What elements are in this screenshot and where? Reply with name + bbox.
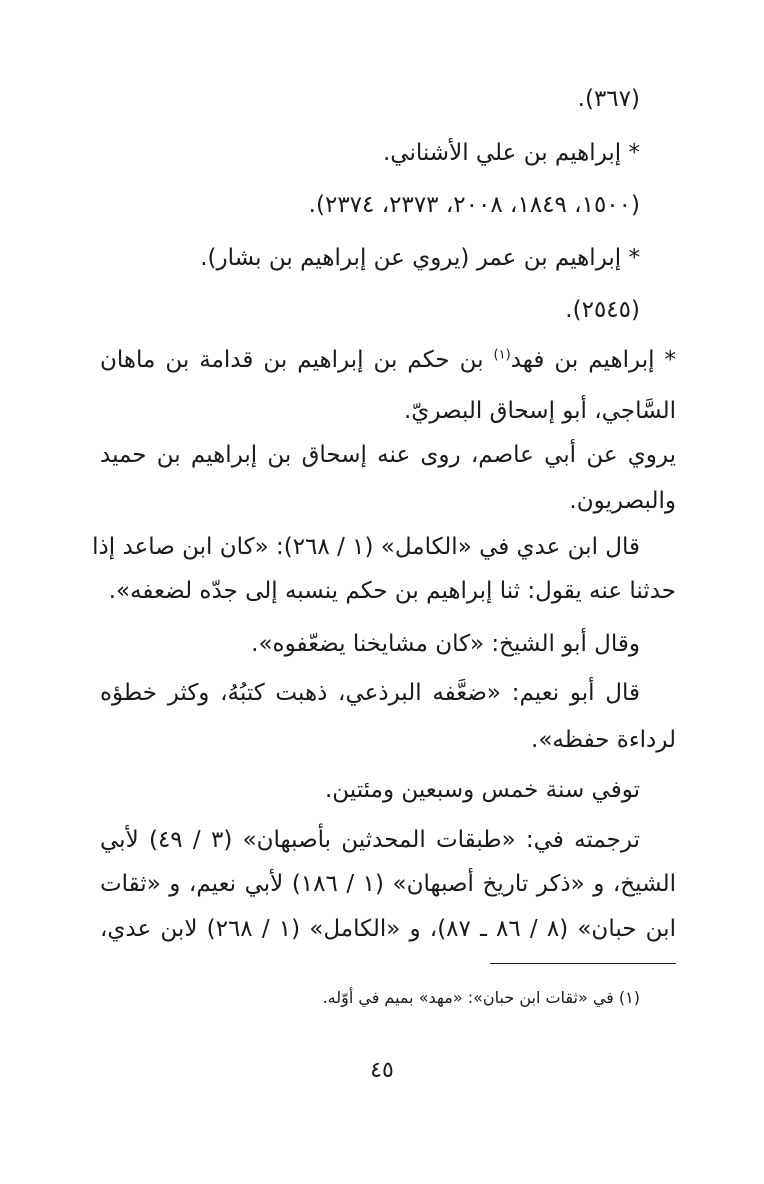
- text-line: لرداءة حفظه».: [531, 727, 676, 753]
- page-number: ٤٥: [370, 1058, 394, 1083]
- heading-part-2: بن حكم بن إبراهيم بن قدامة بن ماهان: [100, 347, 484, 373]
- heading-part-1: * إبراهيم بن فهد: [510, 347, 676, 373]
- text-line: ترجمته في: «طبقات المحدثين بأصبهان» (٣ / ٤٩) لأبي: [100, 827, 640, 853]
- entry-heading-ashnani: * إبراهيم بن علي الأشناني.: [382, 140, 640, 166]
- text-line: قال أبو نعيم: «ضعَّفه البرذعي، ذهبت كتبُهُ، وكثر خطؤه: [100, 680, 640, 706]
- text-line: قال ابن عدي في «الكامل» (١ / ٢٦٨): «كان ابن صاعد إذا: [92, 534, 640, 560]
- footnote-marker: (١): [493, 347, 511, 363]
- text-line: توفي سنة خمس وسبعين ومئتين.: [324, 777, 640, 803]
- text-line: حدثنا عنه يقول: ثنا إبراهيم بن حكم ينسبه إلى جدّه لضعفه».: [108, 578, 676, 604]
- entry-ref-2545: (٢٥٤٥).: [565, 297, 640, 323]
- entry-heading-ibn-fahd: [100, 347, 676, 375]
- footnote-separator: [490, 963, 676, 964]
- text-line: السَّاجي، أبو إسحاق البصريّ.: [404, 398, 676, 424]
- footnote-text: (١) في «ثقات ابن حبان»: «مهد» بميم في أوّله.: [322, 988, 640, 1007]
- text-line: والبصريون.: [569, 488, 676, 514]
- entry-heading-ibn-umar: * إبراهيم بن عمر (يروي عن إبراهيم بن بشار).: [200, 245, 640, 271]
- text-line: ابن حبان» (٨ / ٨٦ ـ ٨٧)، و «الكامل» (١ / ٢٦٨) لابن عدي،: [100, 916, 676, 942]
- entry-ref-367: (٣٦٧).: [577, 86, 640, 112]
- entry-refs-ashnani: (١٥٠٠، ١٨٤٩، ٢٠٠٨، ٢٣٧٣، ٢٣٧٤).: [308, 192, 640, 218]
- text-line: يروي عن أبي عاصم، روى عنه إسحاق بن إبراهيم بن حميد: [100, 442, 676, 468]
- text-line: وقال أبو الشيخ: «كان مشايخنا يضعّفوه».: [251, 631, 640, 657]
- text-line: الشيخ، و «ذكر تاريخ أصبهان» (١ / ١٨٦) لأبي نعيم، و «ثقات: [100, 871, 676, 897]
